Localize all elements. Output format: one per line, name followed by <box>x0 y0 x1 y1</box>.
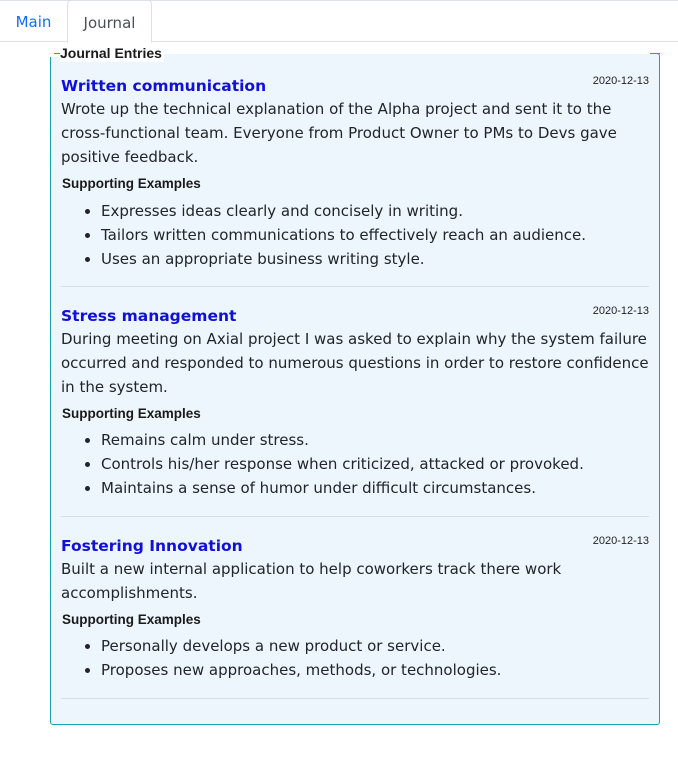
bullet-icon <box>85 644 90 649</box>
bullet-icon <box>85 486 90 491</box>
list-item: Maintains a sense of humor under difficult circumstances. <box>61 476 584 500</box>
bullet-icon <box>85 462 90 467</box>
bullet-icon <box>85 233 90 238</box>
bullet-icon <box>85 668 90 673</box>
list-item: Proposes new approaches, methods, or technologies. <box>61 658 501 682</box>
bullet-icon <box>85 438 90 443</box>
supporting-examples-heading: Supporting Examples <box>62 406 201 421</box>
tab-bar <box>0 0 678 42</box>
journal-entries-legend: Journal Entries <box>60 45 162 61</box>
list-item: Controls his/her response when criticized, attacked or provoked. <box>61 452 584 476</box>
list-item: Expresses ideas clearly and concisely in writing. <box>61 199 586 223</box>
tab-journal[interactable]: Journal <box>67 0 152 43</box>
supporting-examples-list <box>61 428 584 500</box>
entry-description: Built a new internal application to help coworkers track there work accomplishments. <box>61 560 562 602</box>
list-item: Personally develops a new product or service. <box>61 634 501 658</box>
entry-date: 2020-12-13 <box>592 305 649 317</box>
entry-description: Wrote up the technical explanation of the Alpha project and sent it to the cross-functional team. Everyone from Product Owner to PMs to Devs gave positive feedback. <box>61 100 617 166</box>
supporting-examples-heading: Supporting Examples <box>62 176 201 191</box>
entry-description: During meeting on Axial project I was asked to explain why the system failure occurred and responded to numerous questions in order to restore confidence in the system. <box>61 330 649 396</box>
entry-date: 2020-12-13 <box>592 75 649 87</box>
bullet-icon <box>85 257 90 262</box>
list-item: Tailors written communications to effectively reach an audience. <box>61 223 586 247</box>
entry-title: Stress management <box>61 307 237 325</box>
entry-divider <box>61 286 649 287</box>
entry-date: 2020-12-13 <box>592 535 649 547</box>
tab-main[interactable]: Main <box>15 13 52 31</box>
entry-divider <box>61 698 649 699</box>
list-item: Uses an appropriate business writing style. <box>61 247 586 271</box>
supporting-examples-heading: Supporting Examples <box>62 612 201 627</box>
bullet-icon <box>85 209 90 214</box>
entry-title: Written communication <box>61 77 267 95</box>
entry-title: Fostering Innovation <box>61 537 243 555</box>
supporting-examples-list <box>61 634 501 682</box>
list-item: Remains calm under stress. <box>61 428 584 452</box>
supporting-examples-list <box>61 199 586 271</box>
entry-divider <box>61 516 649 517</box>
